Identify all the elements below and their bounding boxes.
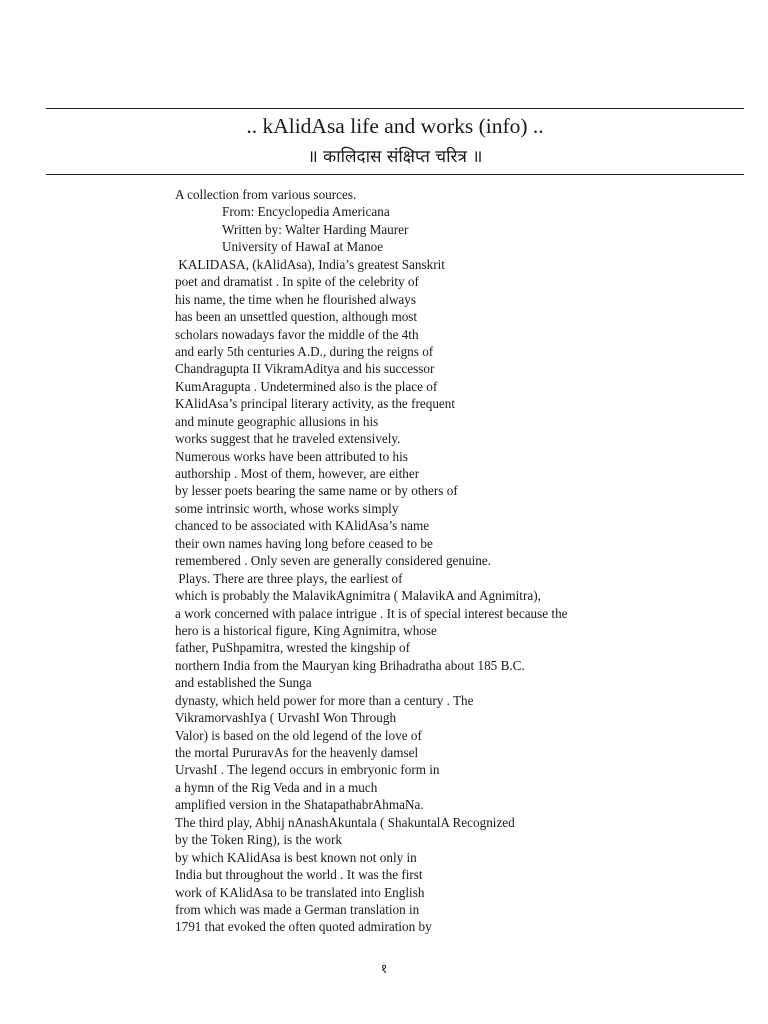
body-line: work of KAlidAsa to be translated into English: [175, 884, 425, 900]
body-line: authorship . Most of them, however, are either: [175, 466, 420, 481]
page-title: .. kAlidAsa life and works (info) ..: [246, 114, 544, 138]
body-line: the mortal PururavAs for the heavenly damsel: [175, 745, 419, 760]
body-line: works suggest that he traveled extensively.: [175, 431, 401, 447]
body-line: a hymn of the Rig Veda and in a much: [175, 779, 378, 795]
body-line: A collection from various sources.: [175, 187, 357, 202]
body-line: poet and dramatist . In spite of the celebrity of: [175, 274, 419, 290]
body-line: India but throughout the world . It was the first: [175, 867, 423, 883]
body-line: by the Token Ring), is the work: [175, 832, 342, 848]
body-line: 1791 that evoked the often quoted admiration by: [175, 919, 432, 935]
body-line: his name, the time when he flourished always: [175, 291, 416, 307]
body-line: by which KAlidAsa is best known not only in: [175, 849, 417, 865]
body-line: Chandragupta II VikramAditya and his successor: [175, 361, 435, 377]
body-line: University of HawaI at Manoe: [222, 239, 384, 255]
body-line: has been an unsettled question, although most: [175, 309, 418, 325]
body-line: dynasty, which held power for more than a century . The: [175, 692, 474, 708]
body-line: from which was made a German translation in: [175, 901, 420, 917]
body-line: Numerous works have been attributed to his: [175, 448, 408, 464]
body-line: Written by: Walter Harding Maurer: [222, 221, 409, 237]
body-line: and minute geographic allusions in his: [175, 413, 379, 429]
body-line: and early 5th centuries A.D., during the reigns of: [175, 343, 434, 359]
body-line: KumAragupta . Undetermined also is the place of: [175, 378, 438, 394]
body-line: chanced to be associated with KAlidAsa’s name: [175, 518, 430, 534]
body-line: From: Encyclopedia Americana: [222, 204, 390, 220]
body-line: amplified version in the ShatapathabrAhmaNa.: [175, 797, 424, 813]
body-line: Plays. There are three plays, the earliest of: [175, 570, 403, 586]
header-bottom-rule: [46, 174, 744, 175]
body-line: hero is a historical figure, King Agnimitra, whose: [175, 622, 437, 638]
body-line: father, PuShpamitra, wrested the kingship of: [175, 640, 410, 656]
body-line: some intrinsic worth, whose works simply: [175, 500, 399, 516]
header-top-rule: [46, 108, 744, 109]
body-line: their own names having long before ceased to be: [175, 535, 433, 551]
body-line: and established the Sunga: [175, 675, 312, 691]
body-line: KALIDASA, (kAlidAsa), India’s greatest Sanskrit: [175, 256, 445, 272]
body-line: by lesser poets bearing the same name or by others of: [175, 483, 458, 499]
page-number: १: [380, 962, 388, 977]
page-subtitle-devanagari: ॥ कालिदास संक्षिप्त चरित्र ॥: [307, 147, 483, 167]
body-line: which is probably the MalavikAgnimitra ( MalavikA and Agnimitra),: [175, 588, 541, 604]
body-line: VikramorvashIya ( UrvashI Won Through: [175, 710, 397, 726]
body-line: northern India from the Mauryan king Brihadratha about 185 B.C.: [175, 657, 525, 673]
document-body: [175, 186, 695, 936]
body-line: UrvashI . The legend occurs in embryonic form in: [175, 762, 440, 778]
body-line: a work concerned with palace intrigue . It is of special interest because the: [175, 605, 568, 621]
body-line: scholars nowadays favor the middle of the 4th: [175, 326, 419, 342]
body-line: Valor) is based on the old legend of the love of: [175, 727, 422, 743]
body-line: The third play, Abhij nAnashAkuntala ( ShakuntalA Recognized: [175, 814, 515, 830]
body-line: KAlidAsa’s principal literary activity, as the frequent: [175, 396, 456, 412]
body-line: remembered . Only seven are generally considered genuine.: [175, 553, 491, 569]
